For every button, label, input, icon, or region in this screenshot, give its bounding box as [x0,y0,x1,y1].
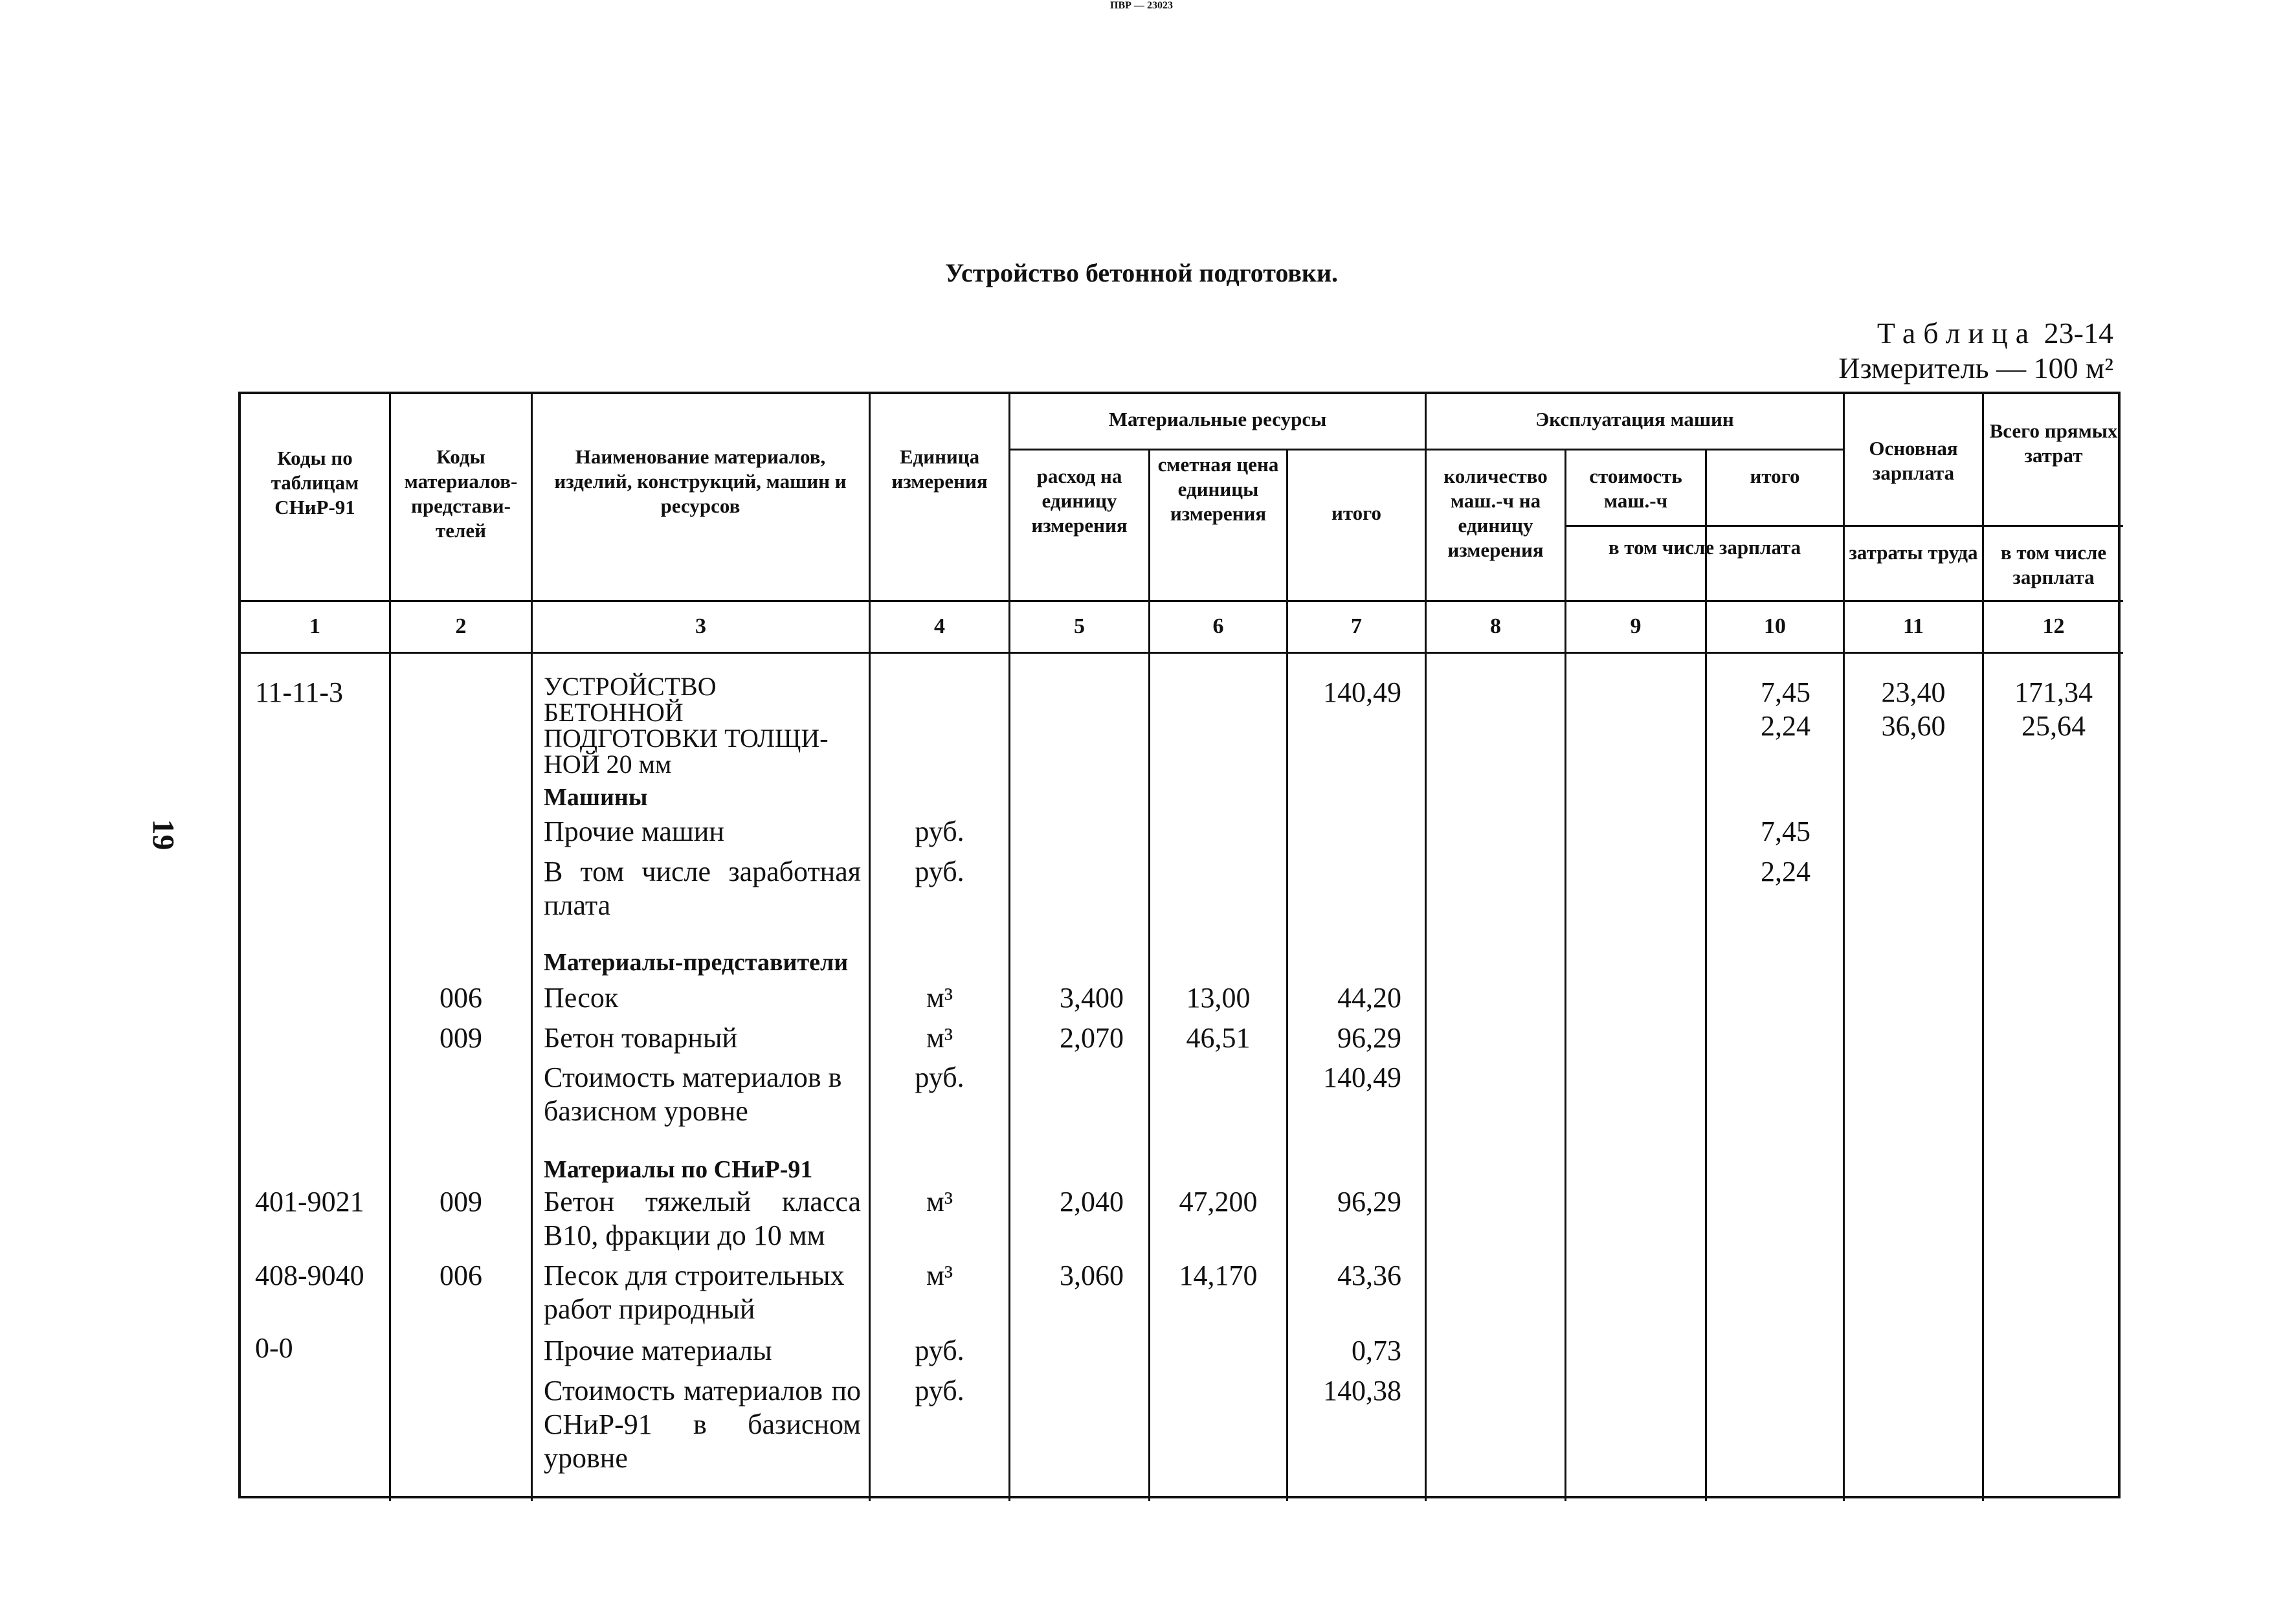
header-c9: стоимость маш.-ч [1589,465,1682,512]
estimate-table [238,392,2121,1498]
cell-unit: руб. [915,1375,964,1407]
col-number: 4 [934,614,945,638]
col-number: 1 [309,614,320,638]
cell-code: 401-9021 [255,1186,364,1218]
cell-direct: 171,34 [2014,676,2093,708]
header-c12: Всего прямых затрат [1989,419,2118,467]
cell-total: 140,38 [1323,1375,1401,1407]
header-c3: Наименование материалов, изделий, конструкций, машин и ресурсов [554,445,847,517]
cell-mach-total: 7,45 [1761,816,1810,847]
row-divider [1843,525,2123,527]
header-c2: Коды материалов-представи-телей [404,445,518,542]
section-heading: Машины [544,784,648,811]
cell-rep: 009 [440,1022,482,1054]
col-number: 11 [1902,614,1924,638]
header-c5: расход на единицу измерения [1031,465,1128,537]
document-subtitle: Устройство бетонной подготовки. [944,258,1339,287]
col-number: 7 [1351,614,1362,638]
cell-mach-salary: 2,24 [1761,710,1810,742]
cell-name: Песок [544,982,619,1014]
cell-unit: руб. [915,856,964,887]
header-mat-group: Материальные ресурсы [1108,408,1327,430]
cell-unit: м³ [926,1186,953,1218]
cell-rep: 006 [440,982,482,1014]
section-heading: Материалы по СНиР-91 [544,1156,813,1183]
cell-price: 13,00 [1186,982,1251,1014]
col-divider [389,394,391,1501]
cell-price: 47,200 [1179,1186,1258,1218]
header-c8: количество маш.-ч на единицу измерения [1443,465,1548,561]
cell-salary: 23,40 [1881,676,1946,708]
col-number: 9 [1630,614,1642,638]
cell-name: Прочие материалы [544,1335,772,1366]
row-divider [241,652,2123,654]
header-c9-10-sub: в том числе зарплата [1608,536,1801,559]
cell-qty: 2,070 [1060,1022,1124,1054]
cell-unit: м³ [926,1260,953,1291]
cell-labor: 36,60 [1881,710,1946,742]
cell-unit: м³ [926,982,953,1014]
cell-total: 140,49 [1323,1062,1401,1093]
cell-code: 408-9040 [255,1260,364,1291]
cell-unit: руб. [915,816,964,847]
cell-mach-total: 2,24 [1761,856,1810,887]
col-number: 10 [1764,614,1786,638]
cell-price: 46,51 [1186,1022,1251,1054]
cell-total: 96,29 [1337,1186,1401,1218]
col-divider [1008,394,1010,1501]
cell-total: 0,73 [1352,1335,1401,1366]
document-title: ПВР — 23023 [1110,0,1173,11]
cell-qty: 3,060 [1060,1260,1124,1291]
meter-label: Измеритель — 100 м² [1838,351,2113,384]
header-c11-sub: затраты труда [1849,541,1978,564]
cell-total: 44,20 [1337,982,1401,1014]
cell-mach-total: 7,45 [1761,676,1810,708]
cell-name: Бетон товарный [544,1022,738,1054]
col-divider [1565,449,1566,1501]
col-divider [531,394,533,1501]
cell-name: Прочие машин [544,816,724,847]
cell-qty: 2,040 [1060,1186,1124,1218]
cell-qty: 3,400 [1060,982,1124,1014]
row-divider [241,600,2123,602]
cell-name: Стоимость материалов по СНиР-91 в базисном уровне [544,1375,861,1474]
page-number: 19 [146,819,181,851]
cell-rep: 009 [440,1186,482,1218]
header-c1: Коды по таблицам СНиР-91 [271,447,359,518]
cell-price: 14,170 [1179,1260,1258,1291]
cell-total: 96,29 [1337,1022,1401,1054]
col-divider [1148,449,1150,1501]
table-word: Таблица [1877,317,2037,350]
header-c12-sub: в том числе зарплата [2000,541,2107,588]
col-number: 8 [1490,614,1501,638]
cell-direct-salary: 25,64 [2021,710,2086,742]
cell-code: 11-11-3 [255,676,344,708]
col-number: 5 [1074,614,1085,638]
row-divider [1008,449,1843,450]
cell-unit: м³ [926,1022,953,1054]
header-c7: итого [1331,502,1381,524]
col-number: 6 [1212,614,1224,638]
col-divider [1705,449,1707,1501]
cell-name: УСТРОЙСТВО БЕТОННОЙ ПОДГОТОВКИ ТОЛЩИ-НОЙ 20 мм [544,672,829,779]
cell-rep: 006 [440,1260,482,1291]
col-number: 12 [2042,614,2065,638]
cell-name: Стоимость материалов в базисном уровне [544,1062,842,1127]
cell-total: 43,36 [1337,1260,1401,1291]
header-c4: Единица измерения [891,445,988,493]
table-number: 23-14 [2044,317,2113,350]
col-number: 3 [695,614,706,638]
cell-code: 0-0 [255,1332,293,1364]
section-heading: Материалы-представители [544,949,849,976]
col-number: 2 [455,614,467,638]
header-c6: сметная цена единицы измерения [1157,453,1279,525]
cell-name: Песок для строительных работ природный [544,1260,845,1325]
cell-name: В том числе заработная плата [544,856,861,921]
table-label [1838,316,2113,386]
cell-name: Бетон тяжелый класса В10, фракции до 10 мм [544,1186,861,1251]
cell-unit: руб. [915,1335,964,1366]
header-c11: Основная зарплата [1869,437,1958,484]
row-divider [1565,525,1843,527]
header-c10: итого [1750,465,1800,487]
cell-unit: руб. [915,1062,964,1093]
header-mach-group: Эксплуатация машин [1535,408,1734,430]
cell-total: 140,49 [1323,676,1401,708]
